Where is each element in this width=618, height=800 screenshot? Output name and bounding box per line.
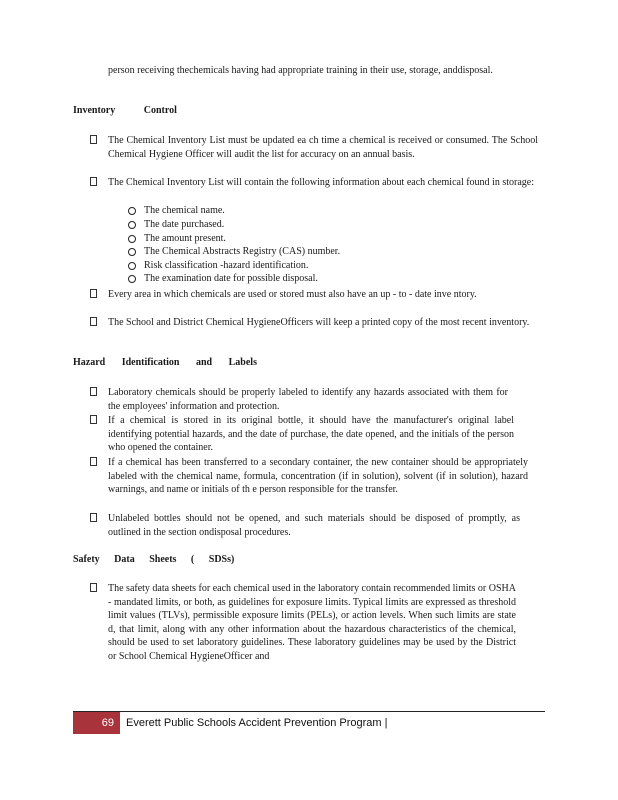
intro-paragraph: person receiving thechemicals having had appropriate training in their use, storage, anddisposal. [108,65,493,76]
bullet-text: Every area in which chemicals are used or stored must also have an up - to - date inve ntory. [108,289,477,300]
bullet-icon [88,134,98,148]
circle-bullet-icon [128,262,136,270]
sub-list-text: The date purchased. [144,219,225,230]
bullet-icon [88,582,98,596]
bullet-icon [88,414,98,428]
bullet-icon [88,288,98,302]
bullet-text: The safety data sheets for each chemical used in the laboratory contain recommended limits or OSHA - mandated limits, or both, as guidelines for exposure limits. Typical limits are expressed as threshold limit values (TLVs), permissible exposure limits (PELs), or action levels. When such limits are state d, that limit, along with any other information about the hazardous characteristics of the chemical, should be used to set laboratory guidelines. These laboratory guidelines may be used by the District or School Chemical HygieneOfficer and [108,583,516,662]
sub-list-text: The examination date for possible disposal. [144,273,318,284]
circle-bullet-icon [128,275,136,283]
bullet-icon [88,316,98,330]
bullet-text: The School and District Chemical HygieneOfficers will keep a printed copy of the most recent inventory. [108,317,530,328]
sub-list-text: Risk classification -hazard identification. [144,260,309,271]
bullet-text: If a chemical is stored in its original bottle, it should have the manufacturer's original label identifying potential hazards, and the date of purchase, the date opened, and the initials of the person who opened the container. [108,415,514,453]
section-heading-sds: Safety Data Sheets ( SDSs) [73,554,235,565]
sub-list-text: The Chemical Abstracts Registry (CAS) number. [144,246,341,257]
sub-list-text: The chemical name. [144,205,225,216]
bullet-text: If a chemical has been transferred to a secondary container, the new container should be appropriately labeled with the chemical name, formula, concentration (if in solution), solvent (if in solution), hazard warnings, and name or initials of th e person responsible for the transfer. [108,457,528,495]
bullet-icon [88,456,98,470]
bullet-text: Unlabeled bottles should not be opened, and such materials should be disposed of promptly, as outlined in the section ondisposal procedures. [108,513,520,538]
page-number: 69 [73,712,120,734]
bullet-text: The Chemical Inventory List must be updated ea ch time a chemical is received or consumed. The School Chemical Hygiene Officer will audit the list for accuracy on an annual basis. [108,135,538,160]
section-heading-hazard: Hazard Identification and Labels [73,357,257,368]
circle-bullet-icon [128,221,136,229]
bullet-icon [88,512,98,526]
circle-bullet-icon [128,207,136,215]
circle-bullet-icon [128,248,136,256]
bullet-text: Laboratory chemicals should be properly labeled to identify any hazards associated with them for the employees' information and protection. [108,387,508,412]
bullet-text: The Chemical Inventory List will contain the following information about each chemical found in storage: [108,177,534,188]
sub-list-text: The amount present. [144,233,226,244]
bullet-icon [88,386,98,400]
circle-bullet-icon [128,235,136,243]
footer-title: Everett Public Schools Accident Prevention Program | [126,717,388,729]
bullet-icon [88,176,98,190]
section-heading-inventory: Inventory Control [73,105,177,116]
